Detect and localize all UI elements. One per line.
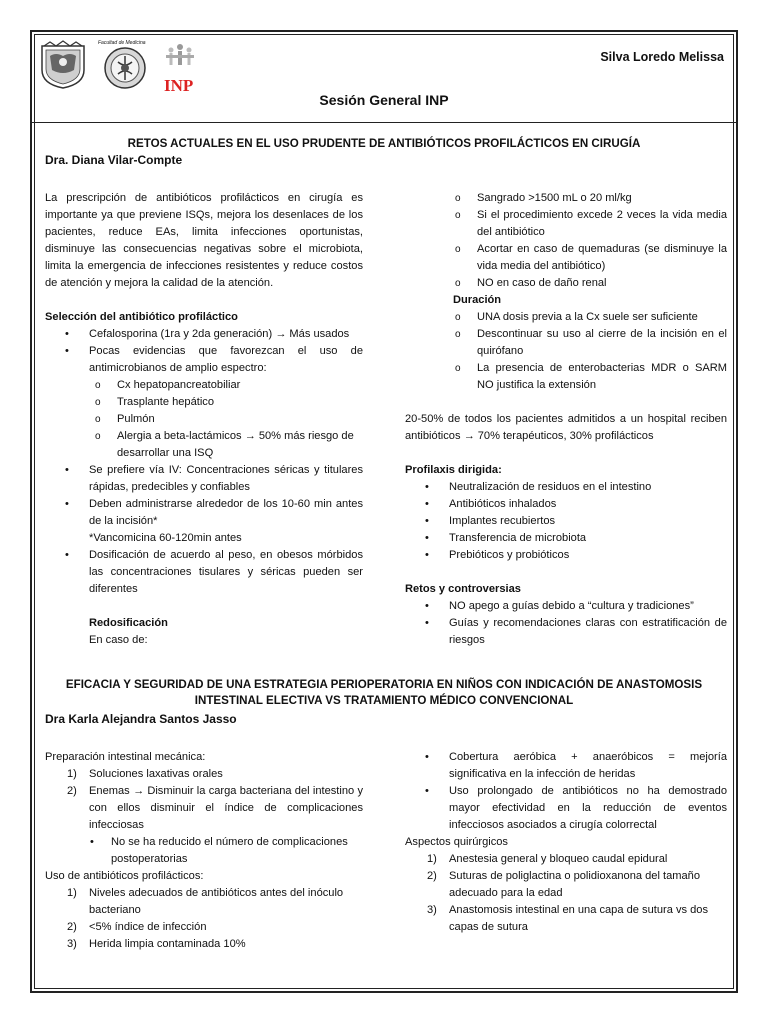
list-item: • Transferencia de microbiota bbox=[405, 530, 727, 547]
numbered-item bbox=[45, 936, 363, 953]
document-page bbox=[30, 30, 738, 993]
redosing-heading: Redosificación bbox=[89, 617, 168, 629]
item-text: Herida limpia contaminada 10% bbox=[89, 938, 246, 950]
item-text: Niveles adecuados de antibióticos antes del inóculo bacteriano bbox=[89, 887, 344, 916]
item-number: 3) bbox=[427, 904, 437, 916]
item-text: <5% índice de infección bbox=[89, 921, 207, 933]
numbered-item bbox=[45, 783, 363, 834]
item-number: 2) bbox=[67, 921, 77, 933]
header-divider bbox=[32, 122, 736, 123]
list-item: • NO apego a guías debido a “cultura y tradiciones” bbox=[405, 598, 727, 615]
list-item: • Antibióticos inhalados bbox=[405, 496, 727, 513]
list-item bbox=[45, 496, 363, 547]
item-text: Enemas → Disminuir la carga bacteriana del intestino y con ellos disminuir el índice de complicaciones infecciosas bbox=[89, 785, 363, 831]
list-item-note: *Vancomicina 60-120min antes bbox=[89, 532, 242, 544]
talk2-title bbox=[32, 677, 736, 709]
numbered-item bbox=[45, 766, 363, 783]
directed-prophylaxis-heading: Profilaxis dirigida: bbox=[405, 464, 502, 476]
sub-list-item: o Trasplante hepático bbox=[45, 394, 363, 411]
challenges-list bbox=[405, 598, 727, 649]
facultad-medicina-seal-icon bbox=[96, 46, 154, 90]
list-item: • Cobertura aeróbica + anaeróbicos = mejoría significativa en la infección de heridas bbox=[405, 749, 727, 783]
talk1-title: RETOS ACTUALES EN EL USO PRUDENTE DE ANTIBIÓTICOS PROFILÁCTICOS EN CIRUGÍA bbox=[127, 137, 641, 150]
facultad-medicina-logo bbox=[96, 40, 154, 90]
sub-list-item: o Pulmón bbox=[45, 411, 363, 428]
talk2-title-line1: EFICACIA Y SEGURIDAD DE UNA ESTRATEGIA PERIOPERATORIA EN NIÑOS CON INDICACIÓN DE ANASTOMOSIS bbox=[65, 678, 703, 691]
author-name: Silva Loredo Melissa bbox=[600, 50, 724, 64]
prophylactic-abx-list bbox=[45, 885, 363, 953]
duration-list bbox=[405, 309, 727, 394]
talk2-right-column bbox=[405, 749, 727, 936]
talk2-speaker: Dra Karla Alejandra Santos Jasso bbox=[45, 712, 237, 726]
list-item: • Pocas evidencias que favorezcan el uso de antimicrobianos de amplio espectro: bbox=[45, 343, 363, 377]
talk1-speaker: Dra. Diana Vilar-Compte bbox=[45, 153, 183, 167]
list-item: • Dosificación de acuerdo al peso, en obesos mórbidos las concentraciones tisulares y séricas pueden ser diferentes bbox=[45, 547, 363, 598]
surgical-aspects-list bbox=[405, 851, 727, 936]
list-item: • Prebióticos y probióticos bbox=[405, 547, 727, 564]
numbered-item bbox=[405, 902, 727, 936]
talk1-right-column bbox=[405, 190, 727, 649]
list-item: • Guías y recomendaciones claras con estratificación de riesgos bbox=[405, 615, 727, 649]
redosing-text: En caso de: bbox=[89, 634, 148, 646]
item-number: 1) bbox=[67, 887, 77, 899]
duration-heading: Duración bbox=[453, 294, 502, 306]
bowel-prep-heading: Preparación intestinal mecánica: bbox=[45, 751, 206, 763]
item-text: Anestesia general y bloqueo caudal epidural bbox=[449, 853, 668, 865]
sub-list-item: • No se ha reducido el número de complicaciones postoperatorias bbox=[45, 834, 363, 868]
sub-list-item: o UNA dosis previa a la Cx suele ser suficiente bbox=[405, 309, 727, 326]
facultad-medicina-caption: Facultad de Medicina bbox=[98, 40, 146, 46]
abx-findings-list bbox=[405, 749, 727, 834]
list-item: • Uso prolongado de antibióticos no ha demostrado mayor efectividad en la reducción de eventos infecciosos asociados a cirugía colorrectal bbox=[405, 783, 727, 834]
sub-list-item: o Si el procedimiento excede 2 veces la vida media del antibiótico bbox=[405, 207, 727, 241]
numbered-item bbox=[45, 885, 363, 919]
surgical-aspects-heading: Aspectos quirúrgicos bbox=[405, 836, 508, 848]
directed-prophylaxis-list bbox=[405, 479, 727, 564]
item-number: 1) bbox=[427, 853, 437, 865]
sub-list-item: o NO en caso de daño renal bbox=[405, 275, 727, 292]
talk1-intro-paragraph: La prescripción de antibióticos profilácticos en cirugía es importante ya que previene ISQs, mejora los desenlaces de los pacientes, reduce EAs, limita infecciones oportunistas, disminuye las consecuencias negativas sobre el microbiota, limita la emergencia de infecciones resistentes y reduce costos de atención y mejora la calidad de la atención. bbox=[45, 192, 363, 289]
bowel-prep-list bbox=[45, 766, 363, 868]
inp-figures-icon bbox=[162, 42, 198, 72]
talk1-left-column bbox=[45, 190, 363, 649]
list-item-text: Deben administrarse alrededor de los 10-60 min antes de la incisión* bbox=[89, 498, 363, 527]
challenges-heading: Retos y controversias bbox=[405, 583, 521, 595]
statistics-paragraph: 20-50% de todos los pacientes admitidos a un hospital reciben antibióticos → 70% terapéuticos, 30% profilácticos bbox=[405, 413, 727, 442]
numbered-item bbox=[405, 851, 727, 868]
inp-logo-text: INP bbox=[164, 76, 194, 95]
item-number: 2) bbox=[67, 785, 77, 797]
list-item: • Cefalosporina (1ra y 2da generación) → Más usados bbox=[45, 326, 363, 343]
sub-list-item: o Cx hepatopancreatobiliar bbox=[45, 377, 363, 394]
unam-logo bbox=[38, 40, 88, 90]
sub-list-item: o Alergia a beta-lactámicos → 50% más riesgo de desarrollar una ISQ bbox=[45, 428, 363, 462]
selection-heading: Selección del antibiótico profiláctico bbox=[45, 311, 238, 323]
list-item: • Neutralización de residuos en el intestino bbox=[405, 479, 727, 496]
selection-list bbox=[45, 326, 363, 598]
item-number: 1) bbox=[67, 768, 77, 780]
item-number: 2) bbox=[427, 870, 437, 882]
item-text: Anastomosis intestinal en una capa de sutura vs dos capas de sutura bbox=[449, 904, 709, 933]
session-title: Sesión General INP bbox=[319, 92, 449, 108]
sub-list-item: o Acortar en caso de quemaduras (se disminuye la vida media del antibiótico) bbox=[405, 241, 727, 275]
sub-list-item: o La presencia de enterobacterias MDR o SARM NO justifica la extensión bbox=[405, 360, 727, 394]
sub-list-item: o Descontinuar su uso al cierre de la incisión en el quirófano bbox=[405, 326, 727, 360]
prophylactic-abx-heading: Uso de antibióticos profilácticos: bbox=[45, 870, 204, 882]
item-text: Soluciones laxativas orales bbox=[89, 768, 223, 780]
item-text: Suturas de poliglactina o polidioxanona del tamaño adecuado para la edad bbox=[449, 870, 701, 899]
talk2-title-line2: INTESTINAL ELECTIVA VS TRATAMIENTO MÉDICO CONVENCIONAL bbox=[194, 694, 574, 707]
numbered-item bbox=[405, 868, 727, 902]
talk2-left-column bbox=[45, 749, 363, 953]
list-item: • Implantes recubiertos bbox=[405, 513, 727, 530]
list-item: • Se prefiere vía IV: Concentraciones séricas y titulares rápidas, predecibles y confiables bbox=[45, 462, 363, 496]
inp-logo bbox=[162, 42, 198, 95]
sub-list-item: o Sangrado >1500 mL o 20 ml/kg bbox=[405, 190, 727, 207]
numbered-item bbox=[45, 919, 363, 936]
item-number: 3) bbox=[67, 938, 77, 950]
redosing-conditions-list bbox=[405, 190, 727, 292]
